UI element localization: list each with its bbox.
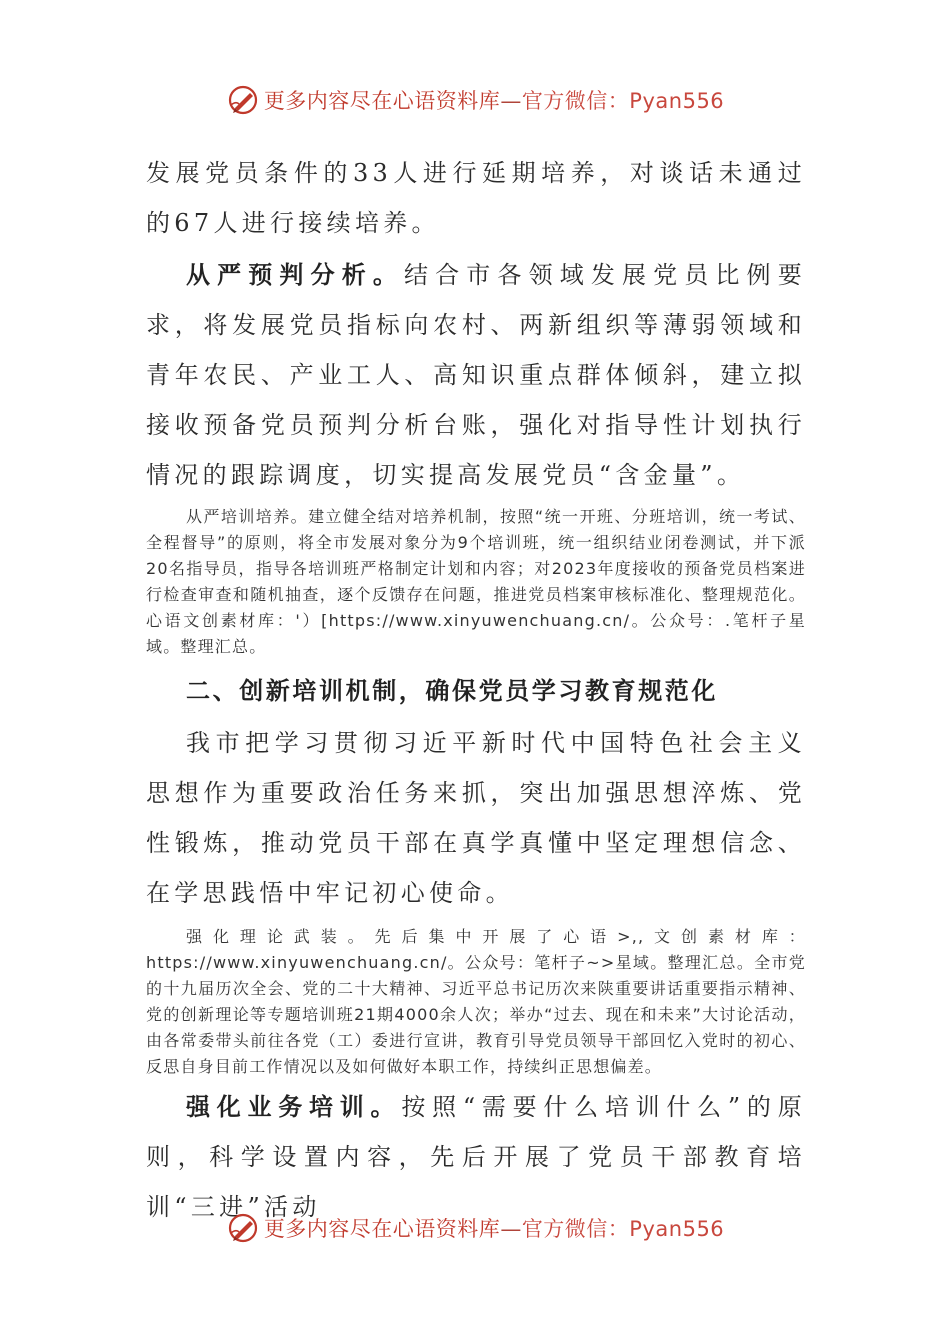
footer-watermark-banner (0, 1208, 950, 1248)
banner-wechat-text: 官方微信：Pyan556 (521, 1217, 725, 1241)
section-heading: 二、创新培训机制，确保党员学习教育规范化 (186, 677, 718, 705)
banner-main-text: 更多内容尽在心语资料库 (263, 89, 501, 113)
paragraph-continuation: 发展党员条件的33人进行延期培养，对谈话未通过的67人进行接续培养。 (146, 159, 806, 237)
banner-main-text: 更多内容尽在心语资料库 (263, 1217, 501, 1241)
paragraph-lead: 强化业务培训。 (186, 1093, 402, 1121)
paragraph-body: 结合市各领域发展党员比例要求，将发展党员指标向农村、两新组织等薄弱领域和青年农民、产业工人、高知识重点群体倾斜，建立拟接收预备党员预判分析台账，强化对指导性计划执行情况的跟踪调度，切实提高发展党员“含金量”。 (146, 261, 806, 489)
banner-dash: — (500, 89, 522, 113)
header-watermark-banner (0, 80, 950, 120)
banner-dash: — (500, 1217, 522, 1241)
banner-text (264, 85, 724, 115)
paragraph-body: 按照“需要什么培训什么”的原则，科学设置内容，先后开展了党员干部教育培训“三进”活动 (146, 1093, 806, 1221)
banner-wechat-text: 官方微信：Pyan556 (521, 89, 725, 113)
pen-logo-icon (226, 83, 260, 117)
paragraph-theory-armament: 强化理论武装。先后集中开展了心语>,,文创素材库：https://www.xinyuwenchuang.cn/。公众号：笔杆子~>星域。整理汇总。全市党的十九届历次全会、党的二十大精神、习近平总书记历次来陕重要讲话重要指示精神、党的创新理论等专题培训班21期4000余人次；举办“过去、现在和未来”大讨论活动，由各常委带头前往各党（工）委进行宣讲，教育引导党员领导干部回忆入党时的初心、反思自身目前工作情况以及如何做好本职工作，持续纠正思想偏差。 (146, 927, 806, 1076)
banner-text (264, 1213, 724, 1243)
document-body (146, 148, 806, 1232)
paragraph-study-intro: 我市把学习贯彻习近平新时代中国特色社会主义思想作为重要政治任务来抓，突出加强思想淬炼、党性锻炼，推动党员干部在真学真懂中坚定理想信念、在学思践悟中牢记初心使命。 (146, 729, 806, 907)
paragraph-forecast-analysis (146, 250, 806, 500)
paragraph-lead: 从严预判分析。 (186, 261, 404, 289)
pen-logo-icon (226, 1211, 260, 1245)
paragraph-training-cultivation: 从严培训培养。建立健全结对培养机制，按照“统一开班、分班培训，统一考试、全程督导”的原则，将全市发展对象分为9个培训班，统一组织结业闭卷测试，并下派20名指导员，指导各培训班严格制定计划和内容；对2023年度接收的预备党员档案进行检查审查和随机抽查，逐个反馈存在问题，推进党员档案审核标准化、整理规范化。心语文创素材库：'）[https://www.xinyuwenchuang.cn/。公众号：.笔杆子星域。整理汇总。 (146, 507, 806, 656)
